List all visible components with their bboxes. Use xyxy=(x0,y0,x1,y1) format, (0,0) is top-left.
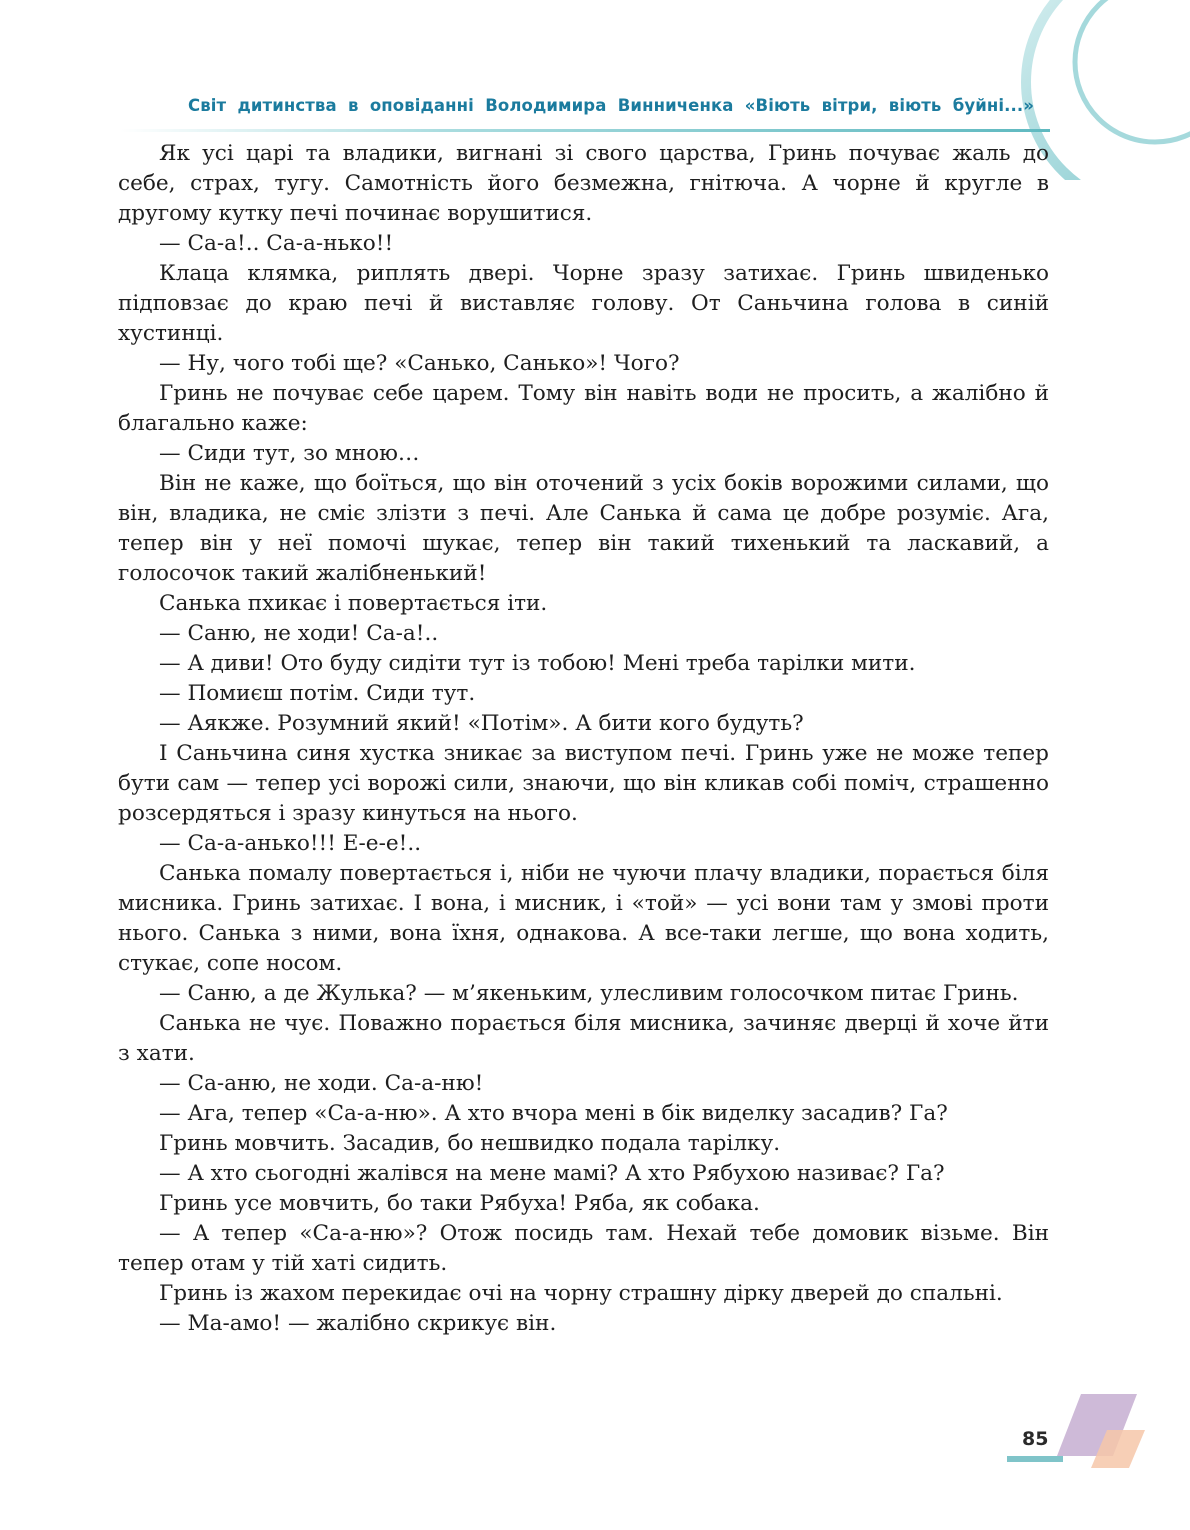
story-text xyxy=(118,139,1049,1339)
paragraph: Гринь із жахом перекидає очі на чорну страшну дірку дверей до спальні. xyxy=(159,1281,1003,1306)
paragraph: — Саню, а де Жулька? — м’якеньким, улесливим голосочком питає Гринь. xyxy=(159,981,1019,1006)
paragraph: — Са-аню, не ходи. Са-а-ню! xyxy=(159,1071,484,1096)
paragraph: Санька не чує. Поважно порається біля мисника, зачиняє дверці й хоче йти з хати. xyxy=(118,1011,1049,1066)
paragraph: — Са-а!.. Са-а-нько!! xyxy=(159,231,394,256)
paragraph: Він не каже, що боїться, що він оточений з усіх боків ворожими силами, що він, владика, не сміє злізти з печі. Але Санька й сама це добре розуміє. Ага, тепер він у неї помочі шукає, тепер він такий тихенький та ласкавий, а голосочок такий жалібненький! xyxy=(118,471,1049,586)
paragraph: Як усі царі та владики, вигнані зі свого царства, Гринь почуває жаль до себе, страх, тугу. Самотність його безмежна, гнітюча. А чорне й кругле в другому кутку печі починає ворушитися. xyxy=(118,141,1049,226)
paragraph: Санька пхикає і повертається іти. xyxy=(159,591,548,616)
paragraph: Гринь усе мовчить, бо таки Рябуха! Ряба, як собака. xyxy=(159,1191,760,1216)
paragraph: — Ну, чого тобі ще? «Санько, Санько»! Чого? xyxy=(159,351,680,376)
paragraph: — Саню, не ходи! Са-а!.. xyxy=(159,621,439,646)
paragraph: — А хто сьогодні жалівся на мене мамі? А хто Рябухою називає? Га? xyxy=(159,1161,945,1186)
corner-decoration-icon xyxy=(1005,1390,1155,1472)
page-number: 85 xyxy=(1022,1428,1049,1450)
paragraph: — Ма-амо! — жалібно скрикує він. xyxy=(159,1311,557,1336)
paragraph: — А тепер «Са-а-ню»? Отож посидь там. Нехай тебе домовик візьме. Він тепер отам у тій хаті сидить. xyxy=(118,1221,1049,1276)
paragraph: Санька помалу повертається і, ніби не чуючи плачу владики, порається біля мисника. Гринь затихає. І вона, і мисник, і «той» — усі вони там у змові проти нього. Санька з ними, вона їхня, однакова. А все-таки легше, що вона ходить, стукає, сопе носом. xyxy=(118,861,1049,976)
paragraph: — Сиди тут, зо мною… xyxy=(159,441,420,466)
paragraph: Клаца клямка, риплять двері. Чорне зразу затихає. Гринь швиденько підповзає до краю печі й виставляє голову. От Саньчина голова в синій хустинці. xyxy=(118,261,1049,346)
paragraph: — Помиєш потім. Сиди тут. xyxy=(159,681,476,706)
paragraph: — Ага, тепер «Са-а-ню». А хто вчора мені в бік виделку засадив? Га? xyxy=(159,1101,948,1126)
paragraph: Гринь не почуває себе царем. Тому він навіть води не просить, а жалібно й благально каже: xyxy=(118,381,1049,436)
paragraph: — Са-а-анько!!! Е-е-е!.. xyxy=(159,831,422,856)
paragraph: Гринь мовчить. Засадив, бо нешвидко подала тарілку. xyxy=(159,1131,781,1156)
running-header-title: Світ дитинства в оповіданні Володимира Винниченка «Віють вітри, віють буйні...» xyxy=(188,96,1034,115)
paragraph: — А диви! Ото буду сидіти тут із тобою! Мені треба тарілки мити. xyxy=(159,651,916,676)
paragraph: І Саньчина синя хустка зникає за виступом печі. Гринь уже не може тепер бути сам — тепер усі ворожі сили, знаючи, що він кликав собі поміч, страшенно розсердяться і зразу кинуться на нього. xyxy=(118,741,1049,826)
paragraph: — Аякже. Розумний який! «Потім». А бити кого будуть? xyxy=(159,711,804,736)
header-divider xyxy=(120,128,1050,133)
